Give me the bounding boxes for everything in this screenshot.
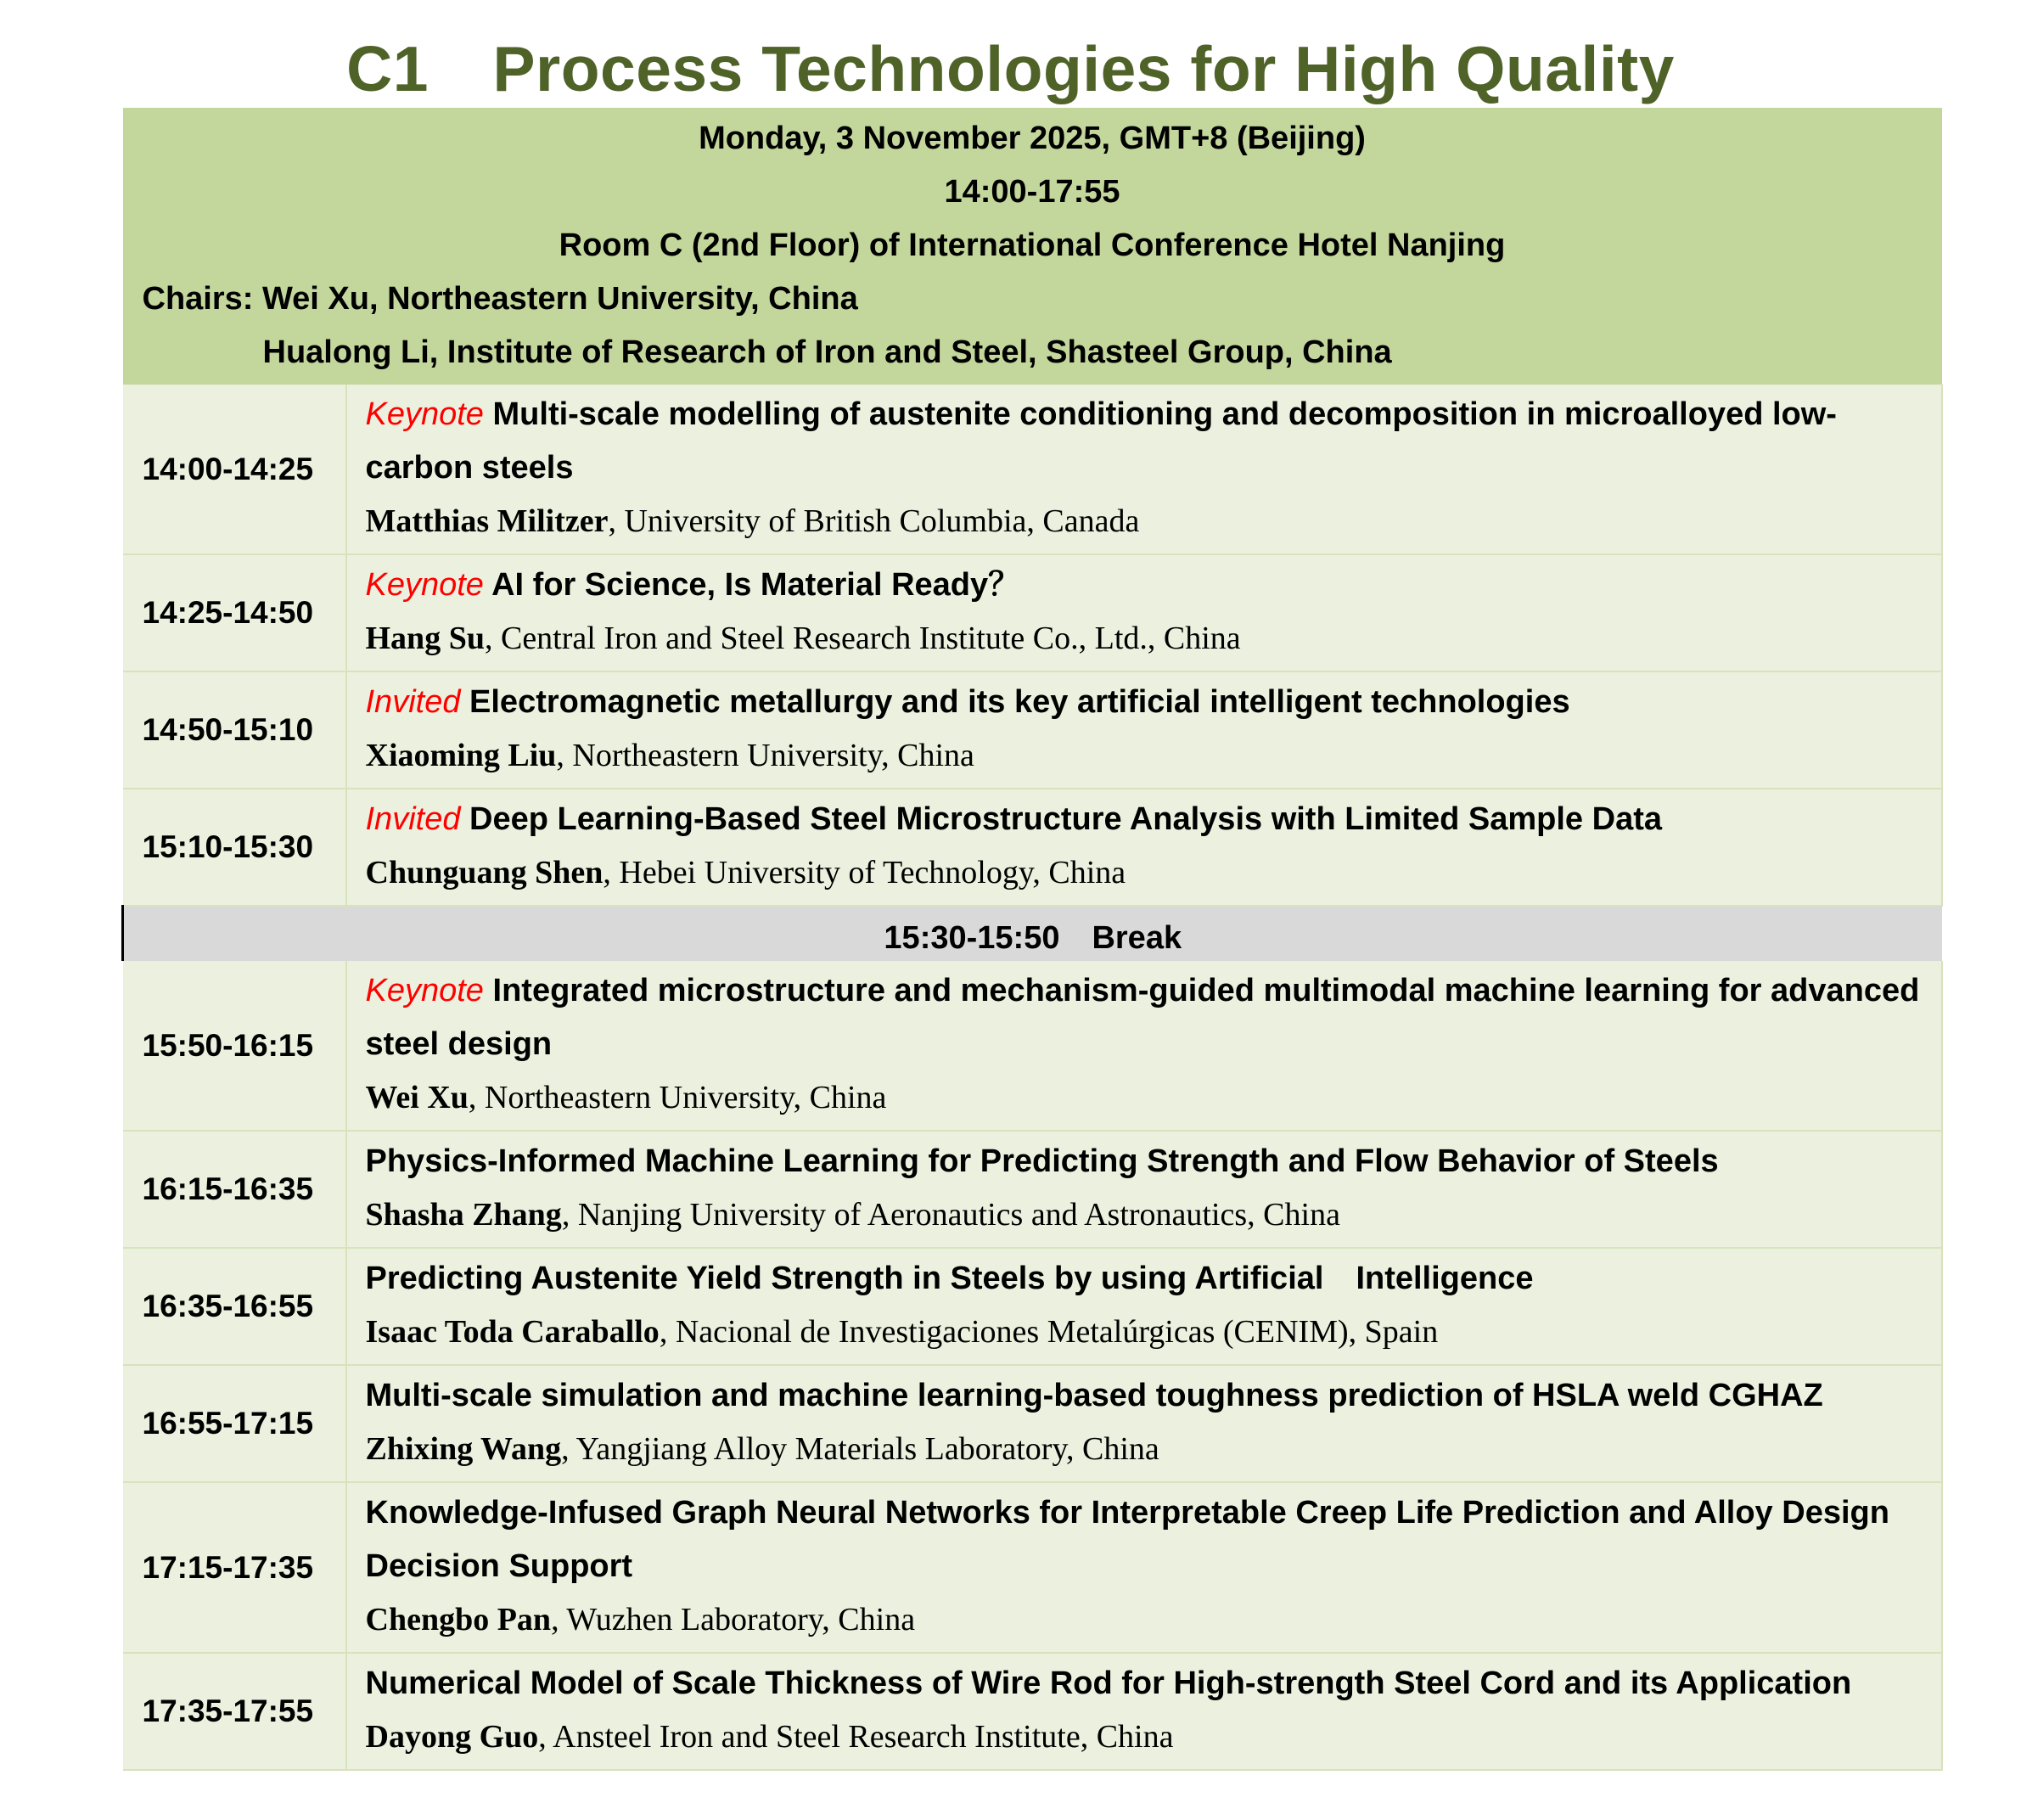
talk-title: Numerical Model of Scale Thickness of Wire Rod for High-strength Steel Cord and its Application — [365, 1666, 1852, 1701]
speaker-name: Zhixing Wang — [365, 1431, 562, 1467]
talk-row — [123, 1248, 1942, 1365]
speaker-affiliation: , Hebei University of Technology, China — [603, 855, 1126, 890]
talk-type-tag: Keynote — [365, 973, 484, 1008]
speaker-line — [366, 1306, 1924, 1359]
page-title: C1 Process Technologies for High Quality — [346, 33, 1675, 104]
session-room: Room C (2nd Floor) of International Conference Hotel Nanjing — [559, 228, 1506, 263]
talk-details — [346, 671, 1942, 789]
speaker-affiliation: , Yangjiang Alloy Materials Laboratory, China — [561, 1431, 1159, 1467]
speaker-name: Matthias Militzer — [365, 503, 609, 539]
talk-details — [346, 1482, 1942, 1653]
speaker-name: Chunguang Shen — [365, 855, 603, 890]
talk-details — [346, 1248, 1942, 1365]
session-date: Monday, 3 November 2025, GMT+8 (Beijing) — [699, 121, 1366, 156]
talk-details — [346, 554, 1942, 671]
talk-title-line — [366, 1135, 1924, 1188]
talk-details — [346, 961, 1942, 1131]
speaker-affiliation: , Ansteel Iron and Steel Research Institute, China — [538, 1719, 1174, 1755]
speaker-name: Isaac Toda Caraballo — [365, 1314, 660, 1350]
talk-title: Integrated microstructure and mechanism-guided multimodal machine learning for advanced steel design — [365, 973, 1920, 1062]
session-header-cell — [123, 108, 1942, 385]
talk-title-line — [366, 559, 1924, 612]
talk-title: Physics-Informed Machine Learning for Predicting Strength and Flow Behavior of Steels — [365, 1143, 1719, 1179]
talk-details — [346, 1131, 1942, 1248]
speaker-affiliation: , Wuzhen Laboratory, China — [551, 1602, 916, 1637]
speaker-line — [366, 1188, 1924, 1242]
talk-row — [123, 554, 1942, 671]
talk-row — [123, 385, 1942, 554]
talk-title: AI for Science, Is Material Ready？ — [491, 567, 1021, 603]
speaker-line — [366, 1071, 1924, 1125]
break-label: 15:30-15:50 Break — [123, 906, 1942, 961]
speaker-affiliation: , Northeastern University, China — [468, 1080, 887, 1115]
talk-title-line — [366, 676, 1924, 729]
talk-title: Knowledge-Infused Graph Neural Networks for Interpretable Creep Life Prediction and Alloy Design Decision Support — [365, 1495, 1889, 1584]
speaker-name: Dayong Guo — [365, 1719, 539, 1755]
talk-title: Predicting Austenite Yield Strength in Steels by using Artificial Intelligence — [365, 1261, 1534, 1296]
talk-title: Multi-scale simulation and machine learning-based toughness prediction of HSLA weld CGHAZ — [365, 1378, 1823, 1413]
talk-details — [346, 385, 1942, 554]
speaker-line — [366, 1423, 1924, 1476]
talk-time: 17:15-17:35 — [123, 1482, 346, 1653]
break-row — [123, 906, 1942, 961]
speaker-line — [366, 1710, 1924, 1764]
speaker-name: Chengbo Pan — [365, 1602, 552, 1637]
talk-row — [123, 789, 1942, 906]
speaker-line — [366, 1593, 1924, 1647]
talk-title: Deep Learning-Based Steel Microstructure Analysis with Limited Sample Data — [469, 801, 1662, 837]
talk-title-line — [366, 964, 1924, 1071]
talk-time: 15:10-15:30 — [123, 789, 346, 906]
speaker-affiliation: , Nacional de Investigaciones Metalúrgicas (CENIM), Spain — [659, 1314, 1439, 1350]
session-time: 14:00-17:55 — [944, 174, 1120, 210]
talk-title-line — [366, 1252, 1924, 1306]
talk-time: 15:50-16:15 — [123, 961, 346, 1131]
talk-row — [123, 961, 1942, 1131]
talk-time: 16:35-16:55 — [123, 1248, 346, 1365]
session-co-chair: Hualong Li, Institute of Research of Iron and Steel, Shasteel Group, China — [262, 334, 1392, 370]
speaker-affiliation: , University of British Columbia, Canada — [608, 503, 1140, 539]
speaker-name: Xiaoming Liu — [365, 738, 557, 773]
talk-title-line — [366, 1369, 1924, 1423]
talk-title-line — [366, 1486, 1924, 1593]
talk-details — [346, 789, 1942, 906]
talk-type-tag: Keynote — [365, 396, 484, 432]
talk-time: 16:15-16:35 — [123, 1131, 346, 1248]
talk-row — [123, 1482, 1942, 1653]
session-chairs: Chairs: Wei Xu, Northeastern University, China — [142, 281, 858, 317]
talk-row — [123, 1653, 1942, 1770]
talk-row — [123, 1365, 1942, 1482]
speaker-name: Wei Xu — [365, 1080, 469, 1115]
talk-time: 14:25-14:50 — [123, 554, 346, 671]
talk-details — [346, 1365, 1942, 1482]
talk-time: 14:00-14:25 — [123, 385, 346, 554]
talk-type-tag: Keynote — [365, 567, 484, 603]
speaker-name: Hang Su — [365, 621, 485, 656]
talk-time: 14:50-15:10 — [123, 671, 346, 789]
speaker-line — [366, 846, 1924, 900]
talk-title-line — [366, 1657, 1924, 1710]
speaker-line — [366, 495, 1924, 548]
talk-row — [123, 1131, 1942, 1248]
talk-row — [123, 671, 1942, 789]
speaker-line — [366, 612, 1924, 666]
talk-type-tag: Invited — [365, 801, 461, 837]
talk-title: Electromagnetic metallurgy and its key artificial intelligent technologies — [469, 684, 1570, 720]
talk-time: 16:55-17:15 — [123, 1365, 346, 1482]
talk-title: Multi-scale modelling of austenite conditioning and decomposition in microalloyed low-carbon steels — [365, 396, 1837, 486]
talk-type-tag: Invited — [365, 684, 461, 720]
session-header — [123, 108, 1942, 385]
talk-time: 17:35-17:55 — [123, 1653, 346, 1770]
schedule-table — [121, 108, 1943, 1771]
talk-details — [346, 1653, 1942, 1770]
speaker-affiliation: , Northeastern University, China — [556, 738, 974, 773]
speaker-name: Shasha Zhang — [365, 1197, 562, 1233]
speaker-affiliation: , Nanjing University of Aeronautics and Astronautics, China — [561, 1197, 1340, 1233]
talk-title-line — [366, 793, 1924, 846]
speaker-line — [366, 729, 1924, 783]
speaker-affiliation: , Central Iron and Steel Research Institute Co., Ltd., China — [484, 621, 1241, 656]
talk-title-line — [366, 388, 1924, 495]
